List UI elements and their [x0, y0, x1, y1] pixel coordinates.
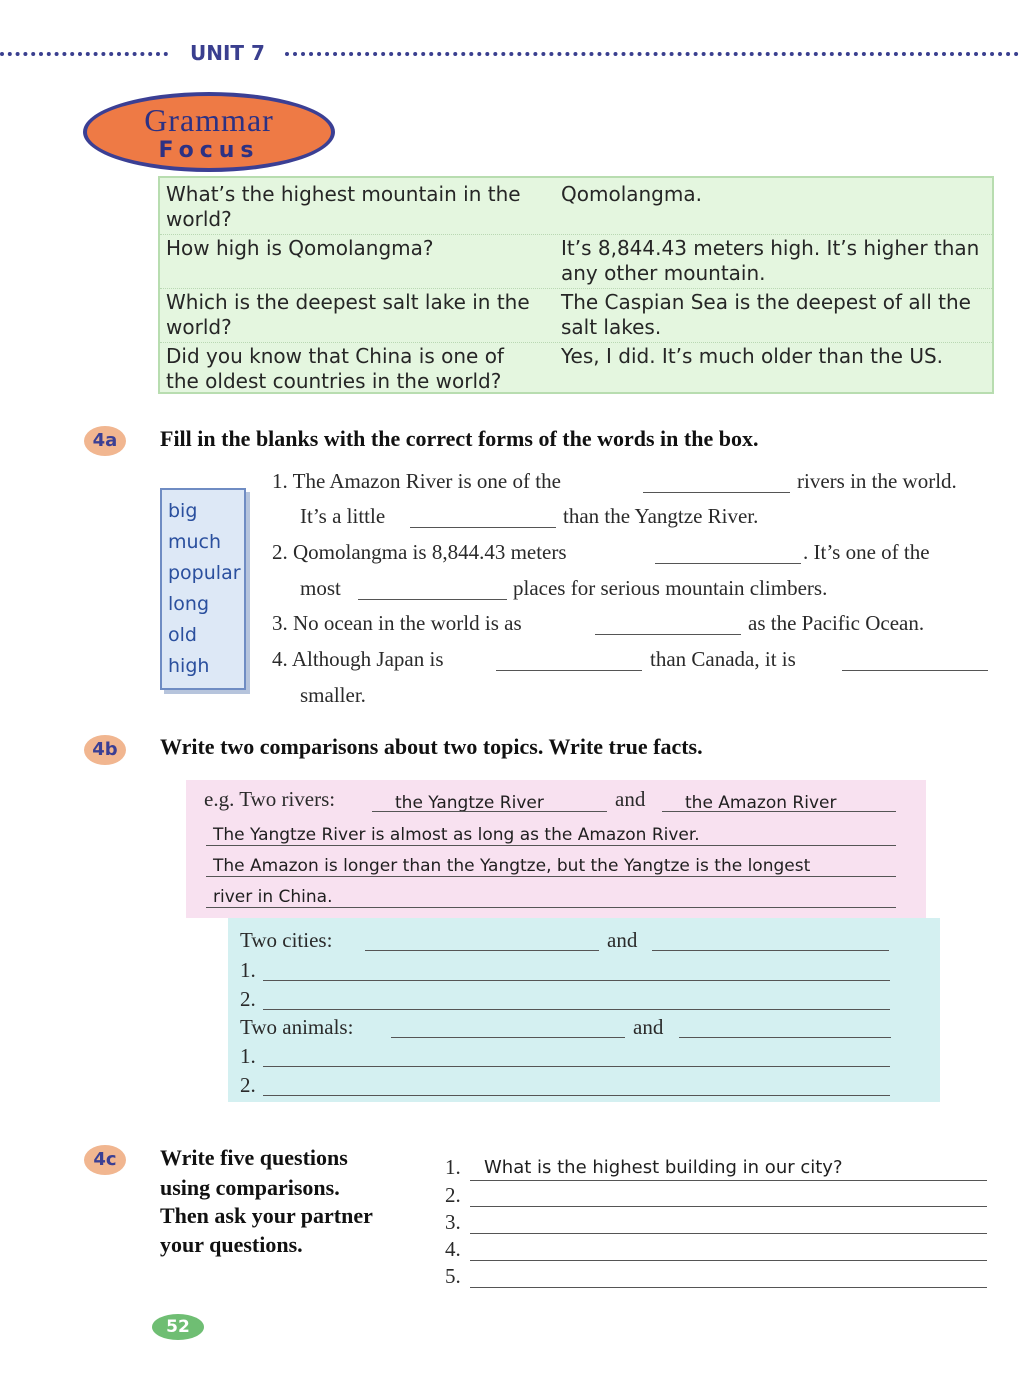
sentence-3-end: as the Pacific Ocean. [748, 611, 925, 635]
question-line-5[interactable] [470, 1287, 987, 1288]
animals-label: Two animals: [240, 1015, 354, 1039]
sentence-4-end: smaller. [300, 683, 366, 707]
question-num-3: 3. [445, 1210, 461, 1234]
word-high: high [168, 655, 210, 677]
sentence-3-start: 3. No ocean in the world is as [272, 611, 522, 635]
exercise-4c-title-line: your questions. [160, 1232, 303, 1257]
sentence-4-start: 4. Although Japan is [272, 647, 444, 671]
example-and: and [615, 787, 646, 811]
sentence-1-start: 1. The Amazon River is one of the [272, 469, 561, 493]
example-label: e.g. Two rivers: [204, 787, 336, 811]
answer-cell: Qomolangma. [561, 182, 702, 206]
question-num-1: 1. [445, 1155, 461, 1179]
header-dots-left [0, 52, 168, 56]
question-num-2: 2. [445, 1183, 461, 1207]
cities-answer-2[interactable] [263, 1009, 890, 1010]
question-num-4: 4. [445, 1237, 461, 1261]
question-cell: Did you know that China is one of the oldest countries in the world? [166, 344, 504, 393]
animals-answer-1[interactable] [263, 1066, 890, 1067]
table-divider [160, 288, 992, 289]
example-answer-a: the Yangtze River [395, 793, 544, 813]
animals-and: and [633, 1015, 664, 1039]
exercise-4b-title: Write two comparisons about two topics. Write true facts. [160, 734, 703, 759]
blank-2b[interactable] [358, 599, 507, 600]
word-old: old [168, 624, 197, 646]
cities-answer-1[interactable] [263, 980, 890, 981]
cities-line-b[interactable] [652, 950, 889, 951]
exercise-4b-icon: 4b [84, 735, 126, 765]
example-line [206, 907, 896, 908]
cities-label: Two cities: [240, 928, 333, 952]
page-number: 52 [152, 1314, 204, 1340]
exercise-4a-icon: 4a [84, 426, 126, 456]
sentence-2-start: 2. Qomolangma is 8,844.43 meters [272, 540, 567, 564]
grammar-focus-badge [83, 92, 335, 172]
blank-1a[interactable] [643, 492, 790, 493]
blank-2a[interactable] [655, 563, 801, 564]
badge-subtitle: Focus [158, 138, 260, 163]
example-line [206, 845, 896, 846]
example-sentence-1: The Yangtze River is almost as long as the Amazon River. [213, 825, 700, 845]
question-line-1 [470, 1180, 987, 1181]
question-line-2[interactable] [470, 1206, 987, 1207]
animals-answer-2[interactable] [263, 1095, 890, 1096]
sentence-2-mid: . It’s one of the [803, 540, 930, 564]
table-divider [160, 342, 992, 343]
word-box [160, 488, 246, 690]
question-line-3[interactable] [470, 1233, 987, 1234]
question-cell: Which is the deepest salt lake in the world? [166, 290, 530, 339]
cities-line-a[interactable] [365, 950, 599, 951]
sentence-4-mid: than Canada, it is [650, 647, 796, 671]
question-cell: What’s the highest mountain in the world? [166, 182, 521, 231]
blank-3[interactable] [595, 634, 741, 635]
cities-and: and [607, 928, 638, 952]
blank-4b[interactable] [842, 670, 988, 671]
example-sentence-2: The Amazon is longer than the Yangtze, but the Yangtze is the longest [213, 856, 811, 876]
cities-num-1: 1. [240, 958, 256, 982]
exercise-4a-title: Fill in the blanks with the correct forms of the words in the box. [160, 426, 759, 451]
sentence-2-end: places for serious mountain climbers. [513, 576, 828, 600]
sentence-1-end: rivers in the world. [797, 469, 957, 493]
header-dots-right [285, 52, 1019, 56]
question-1-answer: What is the highest building in our city? [484, 1157, 843, 1178]
sentence-2-cont: most [300, 576, 341, 600]
answer-cell: Yes, I did. It’s much older than the US. [561, 344, 944, 368]
word-big: big [168, 500, 198, 522]
question-line-4[interactable] [470, 1260, 987, 1261]
badge-title: Grammar [144, 102, 274, 138]
unit-title: UNIT 7 [190, 41, 265, 65]
exercise-4c-title-line: Then ask your partner [160, 1203, 373, 1228]
blank-4a[interactable] [496, 670, 642, 671]
animals-line-a[interactable] [391, 1037, 625, 1038]
exercise-4c-title-line: using comparisons. [160, 1175, 340, 1200]
blank-1b[interactable] [410, 527, 556, 528]
animals-num-2: 2. [240, 1073, 256, 1097]
sentence-1-cont-end: than the Yangtze River. [563, 504, 759, 528]
example-line [206, 876, 896, 877]
animals-line-b[interactable] [679, 1037, 891, 1038]
cities-num-2: 2. [240, 987, 256, 1011]
grammar-focus-table [158, 176, 994, 394]
example-line-a [372, 811, 607, 812]
example-sentence-3: river in China. [213, 887, 333, 907]
animals-num-1: 1. [240, 1044, 256, 1068]
answer-area [228, 918, 940, 1102]
example-answer-b: the Amazon River [685, 793, 837, 813]
example-line-b [662, 811, 896, 812]
word-long: long [168, 593, 210, 615]
exercise-4c-title-line: Write five questions [160, 1145, 348, 1170]
exercise-4c-icon: 4c [84, 1145, 126, 1175]
question-num-5: 5. [445, 1264, 461, 1288]
word-much: much [168, 531, 222, 553]
question-cell: How high is Qomolangma? [166, 236, 434, 260]
answer-cell: It’s 8,844.43 meters high. It’s higher than any other mountain. [561, 236, 980, 285]
answer-cell: The Caspian Sea is the deepest of all the salt lakes. [561, 290, 971, 339]
word-popular: popular [168, 562, 241, 584]
table-divider [160, 234, 992, 235]
sentence-1-cont: It’s a little [300, 504, 386, 528]
